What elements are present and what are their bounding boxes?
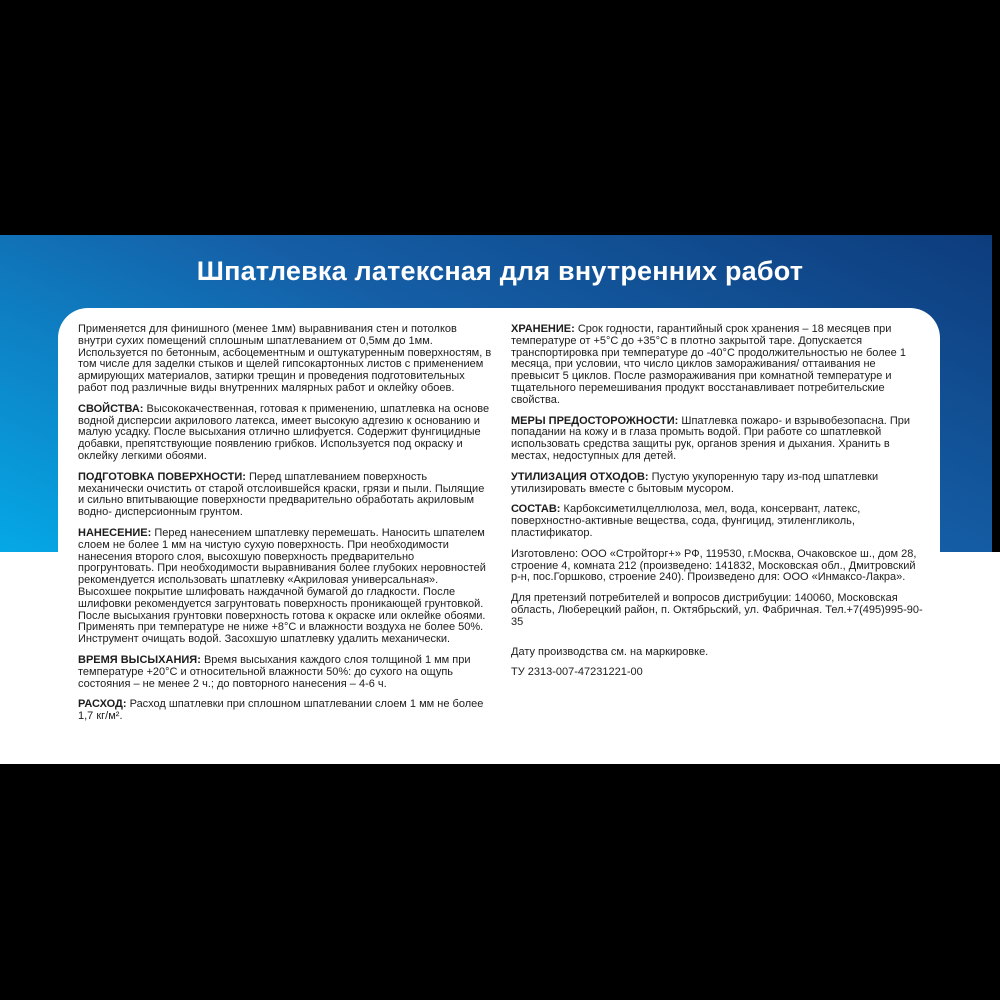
section-heading: УТИЛИЗАЦИЯ ОТХОДОВ: [511, 470, 649, 483]
paragraph-text: Высококачественная, готовая к применению, шпатлевка на основе водной дисперсии акрилового латекса, имеет высокую адгезию к основанию и малую усадку. После высыхания отлично шлифуется. Содержит фунгицидные добавки, препятствующие появлению грибков. Используется под окраску и оклейку легкими обоями. [78, 402, 490, 462]
product-title: Шпатлевка латексная для внутренних работ [196, 256, 804, 286]
section-heading: ПОДГОТОВКА ПОВЕРХНОСТИ: [78, 470, 246, 483]
section-heading: СВОЙСТВА: [78, 402, 144, 415]
manufacturer-paragraph [511, 549, 926, 584]
technical-specification-number [511, 667, 926, 679]
left-column [78, 324, 493, 732]
right-column [511, 324, 926, 732]
paragraph-text: Время высыхания каждого слоя толщиной 1 мм при температуре +20°С и относительной влажности 50%: до сухого на ощупь состояния – не менее 2 ч.; до повторного нанесения – 4-6 ч. [78, 653, 471, 690]
section-heading: НАНЕСЕНИЕ: [78, 526, 152, 539]
drying-time-paragraph [78, 655, 493, 690]
intro-paragraph [78, 324, 493, 395]
paragraph-text: Дату производства см. на маркировке. [511, 645, 709, 658]
paragraph-text: Шпатлевка пожаро- и взрывобезопасна. При попадании на кожу и в глаза промыть водой. При работе со шпатлевкой использовать средства защиты рук, органов зрения и дыхания. Хранить в местах, недоступных для детей. [511, 414, 911, 462]
production-date-note [511, 647, 721, 659]
surface-preparation-paragraph [78, 472, 493, 519]
paragraph-text: Срок годности, гарантийный срок хранения – 18 месяцев при температуре от +5°С до +35°С в плотно закрытой таре. Допускается транспортировка при температуре до -40°С продолжительностью не более 1 месяца, при условии, что число циклов замораживания/ оттаивания не превысит 5 циклов. После размораживания при комнатной температуре и тщательного перемешивания продукт восстанавливает потребительские свойства. [511, 323, 906, 406]
application-paragraph [78, 528, 493, 646]
section-heading: ВРЕМЯ ВЫСЫХАНИЯ: [78, 653, 201, 666]
paragraph-text: ТУ 2313-007-47231221-00 [511, 666, 643, 679]
label-text-card [58, 308, 940, 764]
paragraph-text: Перед шпатлеванием поверхность механически очистить от старой отслоившейся краски, грязи и пыли. Пылящие и сильно впитывающие поверхности предварительно обработать акриловым водно- дисперсионным грунтом. [78, 470, 485, 519]
section-heading: СОСТАВ: [511, 503, 561, 516]
text-columns [78, 324, 926, 732]
storage-paragraph [511, 324, 926, 407]
paragraph-text: Для претензий потребителей и вопросов дистрибуции: 140060, Московская область, Люберецкий район, п. Октябрьский, ул. Фабричная. Тел.+7(495)995-90-35 [511, 592, 923, 628]
waste-disposal-paragraph [511, 472, 926, 496]
claims-contact-paragraph [511, 593, 926, 628]
consumption-paragraph [78, 699, 493, 723]
precautions-paragraph [511, 416, 926, 463]
paragraph-text: Применяется для финишного (менее 1мм) выравнивания стен и потолков внутри сухих помещений сплошным шпатлеванием от 0,5мм до 1мм. Используется по бетонным, асбоцементным и оштукатуренным поверхностям, в том числе для заделки стыков и щелей гипсокартонных листов с применением армирующих материалов, затирки трещин и проведения подготовительных работ под различные виды внутренних малярных работ и оклейку обоев. [78, 323, 492, 394]
composition-paragraph [511, 504, 926, 539]
paragraph-text: Карбоксиметилцеллюлоза, мел, вода, консервант, латекс, поверхностно-активные вещества, сода, фунгицид, этиленгликоль, пластификатор. [511, 503, 861, 539]
section-heading: РАСХОД: [78, 698, 127, 711]
section-heading: МЕРЫ ПРЕДОСТОРОЖНОСТИ: [511, 414, 679, 427]
section-heading: ХРАНЕНИЕ: [511, 323, 575, 335]
paragraph-text: Перед нанесением шпатлевку перемешать. Наносить шпателем слоем не более 1 мм на чистую сухую поверхность. При необходимости нанесения второго слоя, высохшую поверхность предварительно прогрунтовать. При необходимости выравнивания более глубоких неровностей рекомендуется использовать шпатлевку «Акриловая универсальная». Высохшее покрытие шлифовать наждачной бумагой до гладкости. После шлифовки рекомендуется загрунтовать поверхность проникающей грунтовкой. После высыхания грунтовки поверхность готова к окраске или оклейке обоями. Применять при температуре не ниже +8°С и влажности воздуха не более 50%. Инструмент очищать водой. Засохшую шпатлевку удалить механически. [78, 526, 486, 646]
paragraph-text: Изготовлено: ООО «Стройторг+» РФ, 119530, г.Москва, Очаковское ш., дом 28, строение 4, комната 212 (произведено: 141832, Московская обл., Дмитровский р-н, пос.Горшково, строение 240). Произведено для: ООО «Инмаксо-Лакра». [511, 547, 917, 584]
properties-paragraph [78, 404, 493, 463]
paragraph-text: Расход шпатлевки при сплошном шпатлевании слоем 1 мм не более 1,7 кг/м². [78, 698, 484, 723]
paragraph-text: Пустую укупоренную тару из-под шпатлевки утилизировать вместе с бытовым мусором. [511, 470, 879, 495]
